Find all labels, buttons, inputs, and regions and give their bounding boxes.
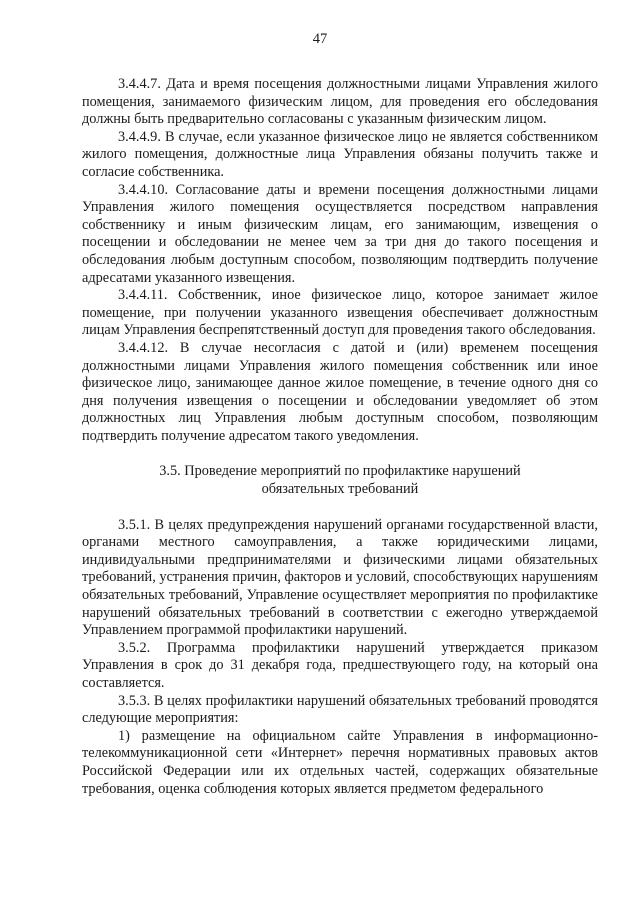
paragraph-3-4-4-10: 3.4.4.10. Согласование даты и времени посещения должностными лицами Управления жилого помещения осуществляется посредством направления собственнику и иным физическим лицам, его занимающим, извещения о посещении и обследовании не менее чем за три дня до такого посещения и обследования любым доступным способом, позволяющим подтвердить получение адресатами указанного извещения.: [82, 181, 598, 286]
paragraph-3-5-1: 3.5.1. В целях предупреждения нарушений органами государственной власти, органами местного самоуправления, а также юридическими лицами, индивидуальными предпринимателями и физическими лицами обязательных требований, устранения причин, факторов и условий, способствующих нарушениям обязательных требований, Управление осуществляет мероприятия по профилактике нарушений обязательных требований в соответствии с ежегодно утверждаемой Управлением программой профилактики нарушений.: [82, 516, 598, 639]
section-heading-line-1: 3.5. Проведение мероприятий по профилактике нарушений: [159, 463, 521, 480]
paragraph-3-4-4-12: 3.4.4.12. В случае несогласия с датой и (или) временем посещения должностными лицами Управления жилого помещения собственник или иное физическое лицо, занимающее данное жилое помещение, в течение одного дня со дня получения извещения о посещении и обследовании уведомляет об этом должностных лиц Управления любым доступным способом, позволяющим подтвердить получение адресатом такого уведомления.: [82, 339, 598, 444]
paragraph-3-4-4-7: 3.4.4.7. Дата и время посещения должностными лицами Управления жилого помещения, занимаемого физическим лицом, для проведения его обследования должны быть предварительно согласованы с указанным физическим лицом.: [82, 76, 598, 128]
list-item-1: 1) размещение на официальном сайте Управления в информационно-телекоммуникационной сети «Интернет» перечня нормативных правовых актов Российской Федерации или их отдельных частей, содержащих обязательные требования, оценка соблюдения которых является предметом федерального: [82, 727, 598, 797]
section-heading-3-5: [82, 463, 598, 498]
paragraph-3-4-4-11: 3.4.4.11. Собственник, иное физическое лицо, которое занимает жилое помещение, при получении указанного извещения обеспечивает должностным лицам Управления беспрепятственный доступ для проведения такого обследования.: [82, 287, 598, 339]
paragraph-3-4-4-9: 3.4.4.9. В случае, если указанное физическое лицо не является собственником жилого помещения, должностные лица Управления обязаны получить также и согласие собственника.: [82, 128, 598, 180]
paragraph-3-5-2: 3.5.2. Программа профилактики нарушений утверждается приказом Управления в срок до 31 декабря года, предшествующего году, на который она составляется.: [82, 639, 598, 691]
section-heading-line-2: обязательных требований: [261, 481, 419, 498]
page-number: 47: [312, 31, 328, 47]
document-body: [82, 76, 598, 798]
paragraph-3-5-3: 3.5.3. В целях профилактики нарушений обязательных требований проводятся следующие мероприятия:: [82, 692, 598, 727]
